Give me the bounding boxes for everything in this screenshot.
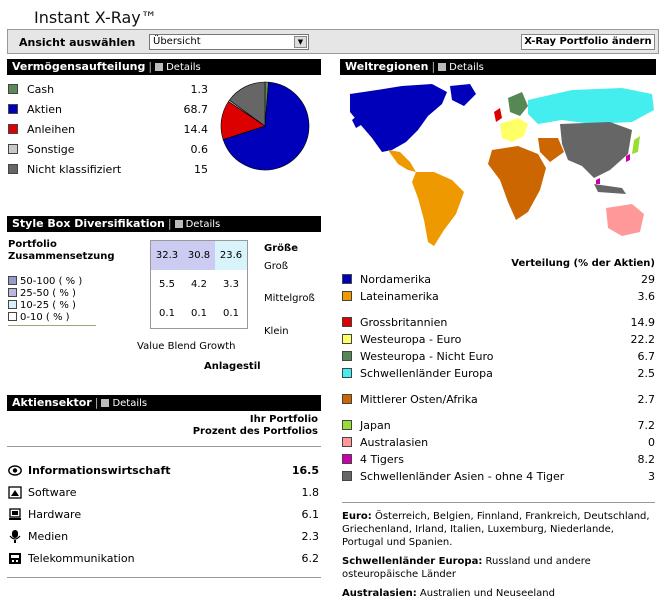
size-mid: Mittelgroß: [264, 293, 315, 304]
stylebox-cell: 4.2: [183, 270, 215, 299]
style-title: Anlagestil: [204, 361, 261, 372]
divider: [8, 325, 96, 326]
change-xray-portfolio-button[interactable]: X-Ray Portfolio ändern: [521, 34, 655, 50]
region-value: 2.7: [637, 393, 655, 406]
sector-main-value: 16.5: [291, 464, 319, 477]
stylebox-legend-label: 10-25 ( % ): [20, 300, 76, 311]
details-flag-icon: [438, 63, 446, 71]
region-row: [342, 290, 655, 305]
legend-swatch: [8, 144, 18, 154]
sector-value: 2.3: [301, 530, 319, 543]
legend-swatch: [8, 84, 18, 94]
sector-row: [8, 484, 319, 502]
legend-swatch: [342, 334, 352, 344]
asset-row: [8, 103, 208, 117]
region-label: 4 Tigers: [360, 453, 404, 466]
region-row: [342, 419, 655, 434]
region-label: Schwellenländer Europa: [360, 367, 493, 380]
stylebox-cell: 0.1: [215, 299, 247, 328]
region-label: Mittlerer Osten/Afrika: [360, 393, 478, 406]
region-row: [342, 333, 655, 348]
region-value: 14.9: [630, 316, 655, 329]
view-select-value: Übersicht: [153, 36, 201, 47]
size-large: Groß: [264, 261, 289, 272]
asset-value: 68.7: [183, 103, 208, 116]
legend-swatch: [342, 351, 352, 361]
stylebox-cell: 23.6: [215, 241, 247, 270]
legend-swatch: [8, 288, 17, 297]
region-label: Westeuropa - Euro: [360, 333, 462, 346]
sector-label: Hardware: [28, 508, 82, 521]
asset-details-link[interactable]: Details: [166, 62, 201, 73]
legend-swatch: [8, 104, 18, 114]
legend-swatch: [342, 317, 352, 327]
legend-swatch: [342, 274, 352, 284]
stylebox-cell: 5.5: [151, 270, 183, 299]
region-row: [342, 316, 655, 331]
chevron-down-icon[interactable]: ▼: [294, 36, 307, 48]
region-note-term: Australasien:: [342, 588, 417, 599]
software-icon: [8, 486, 22, 499]
legend-swatch: [342, 437, 352, 447]
region-note: [342, 587, 655, 600]
view-select-label: Ansicht auswählen: [19, 36, 136, 49]
region-value: 8.2: [637, 453, 655, 466]
sector-header: Aktiensektor | Details: [7, 395, 321, 411]
asset-label: Sonstige: [27, 143, 75, 156]
asset-value: 1.3: [190, 83, 208, 96]
region-label: Westeuropa - Nicht Euro: [360, 350, 494, 363]
region-label: Japan: [360, 419, 391, 432]
style-axis-labels: Value Blend Growth: [137, 341, 236, 352]
stylebox-legend-item: [8, 288, 76, 300]
sector-row: [8, 550, 319, 568]
asset-value: 14.4: [183, 123, 208, 136]
sector-row: [8, 506, 319, 524]
asset-row: [8, 123, 208, 137]
asset-row: [8, 83, 208, 97]
region-row: [342, 273, 655, 288]
divider: [342, 502, 655, 503]
legend-swatch: [342, 368, 352, 378]
legend-swatch: [8, 300, 17, 309]
region-note: [342, 510, 655, 549]
stylebox-cell: 32.3: [151, 241, 183, 270]
legend-swatch: [342, 454, 352, 464]
stylebox-title: Style Box Diversifikation: [12, 217, 165, 230]
world-map: [342, 80, 658, 250]
sector-details-link[interactable]: Details: [112, 398, 148, 409]
region-note-text: Australien und Neuseeland: [419, 588, 555, 599]
region-row: [342, 453, 655, 468]
region-value: 3: [648, 470, 655, 483]
sector-label: Medien: [28, 530, 69, 543]
stylebox-legend-label: 50-100 ( % ): [20, 276, 83, 287]
stylebox-legend-item: [8, 312, 70, 324]
region-row: [342, 350, 655, 365]
region-note: [342, 555, 655, 581]
details-flag-icon: [155, 63, 163, 71]
page-title: Instant X-Ray™: [34, 8, 157, 27]
asset-allocation-pie: [220, 81, 310, 171]
stylebox-cell: 0.1: [151, 299, 183, 328]
stylebox-details-link[interactable]: Details: [185, 219, 221, 230]
stylebox-cell: 0.1: [183, 299, 215, 328]
sector-col-percent: Prozent des Portfolios: [192, 426, 318, 437]
asset-label: Anleihen: [27, 123, 76, 136]
region-value: 22.2: [630, 333, 655, 346]
sector-label: Telekommunikation: [28, 552, 135, 565]
region-label: Nordamerika: [360, 273, 431, 286]
legend-swatch: [8, 124, 18, 134]
region-value: 29: [641, 273, 655, 286]
details-flag-icon: [101, 399, 109, 407]
asset-allocation-title: Vermögensaufteilung: [12, 60, 146, 73]
details-flag-icon: [175, 220, 183, 228]
world-regions-header: Weltregionen | Details: [340, 59, 656, 75]
distribution-title: Verteilung (% der Aktien): [511, 258, 655, 269]
region-note-term: Schwellenländer Europa:: [342, 556, 483, 567]
region-label: Grossbritannien: [360, 316, 448, 329]
region-value: 6.7: [637, 350, 655, 363]
legend-swatch: [8, 312, 17, 321]
divider: [7, 577, 321, 578]
sector-column-header: [193, 414, 318, 438]
asset-allocation-header: Vermögensaufteilung | Details: [7, 59, 321, 75]
region-row: [342, 367, 655, 382]
legend-swatch: [8, 276, 17, 285]
stylebox-legend-item: [8, 276, 82, 288]
hardware-icon: [8, 508, 22, 521]
stylebox-legend-label: 0-10 ( % ): [20, 312, 70, 323]
eye-icon: [8, 464, 22, 477]
asset-label: Aktien: [27, 103, 63, 116]
sector-row: [8, 528, 319, 546]
legend-swatch: [8, 164, 18, 174]
region-value: 3.6: [637, 290, 655, 303]
region-note-text: Russland und andere osteuropäische Länder: [342, 556, 591, 580]
sector-label: Software: [28, 486, 77, 499]
sector-value: 6.1: [301, 508, 319, 521]
region-row: [342, 470, 655, 485]
size-small: Klein: [264, 326, 289, 337]
stylebox-legend-item: [8, 300, 76, 312]
asset-label: Nicht klassifiziert: [27, 163, 122, 176]
stylebox-portfolio-label: [8, 239, 115, 263]
asset-value: 15: [194, 163, 208, 176]
legend-swatch: [342, 394, 352, 404]
sector-col-portfolio: Ihr Portfolio: [249, 414, 318, 425]
region-value: 0: [648, 436, 655, 449]
asset-value: 0.6: [190, 143, 208, 156]
sector-main-label: Informationswirtschaft: [28, 464, 171, 477]
stylebox-portfolio-label-2: Zusammensetzung: [8, 251, 115, 262]
sector-row-information: [8, 462, 319, 480]
region-label: Lateinamerika: [360, 290, 439, 303]
telecom-icon: [8, 552, 22, 565]
stylebox-cell: 3.3: [215, 270, 247, 299]
region-row: [342, 436, 655, 451]
view-select[interactable]: [149, 34, 309, 50]
asset-label: Cash: [27, 83, 55, 96]
region-notes: [342, 510, 655, 606]
stylebox-header: Style Box Diversifikation | Details: [7, 216, 321, 232]
media-icon: [8, 530, 22, 543]
asset-row: [8, 143, 208, 157]
toolbar: [7, 29, 659, 54]
legend-swatch: [342, 291, 352, 301]
sector-value: 6.2: [301, 552, 319, 565]
legend-swatch: [342, 471, 352, 481]
world-regions-title: Weltregionen: [345, 60, 429, 73]
region-note-term: Euro:: [342, 511, 372, 522]
divider: [7, 446, 321, 447]
legend-swatch: [342, 420, 352, 430]
regions-details-link[interactable]: Details: [449, 62, 484, 73]
sector-title: Aktiensektor: [12, 396, 92, 409]
size-title: Größe: [264, 243, 298, 254]
region-value: 7.2: [637, 419, 655, 432]
sector-value: 1.8: [301, 486, 319, 499]
stylebox-legend-label: 25-50 ( % ): [20, 288, 76, 299]
region-label: Australasien: [360, 436, 429, 449]
region-label: Schwellenländer Asien - ohne 4 Tiger: [360, 470, 565, 483]
region-value: 2.5: [637, 367, 655, 380]
stylebox-grid: [150, 240, 248, 329]
asset-row: [8, 163, 208, 177]
region-row: [342, 393, 655, 408]
stylebox-cell: 30.8: [183, 241, 215, 270]
stylebox-portfolio-label-1: Portfolio: [8, 239, 57, 250]
region-note-text: Österreich, Belgien, Finnland, Frankreich, Deutschland, Griechenland, Irland, Italien, Luxemburg, Niederlande, Portugal und Spanien.: [342, 511, 650, 548]
